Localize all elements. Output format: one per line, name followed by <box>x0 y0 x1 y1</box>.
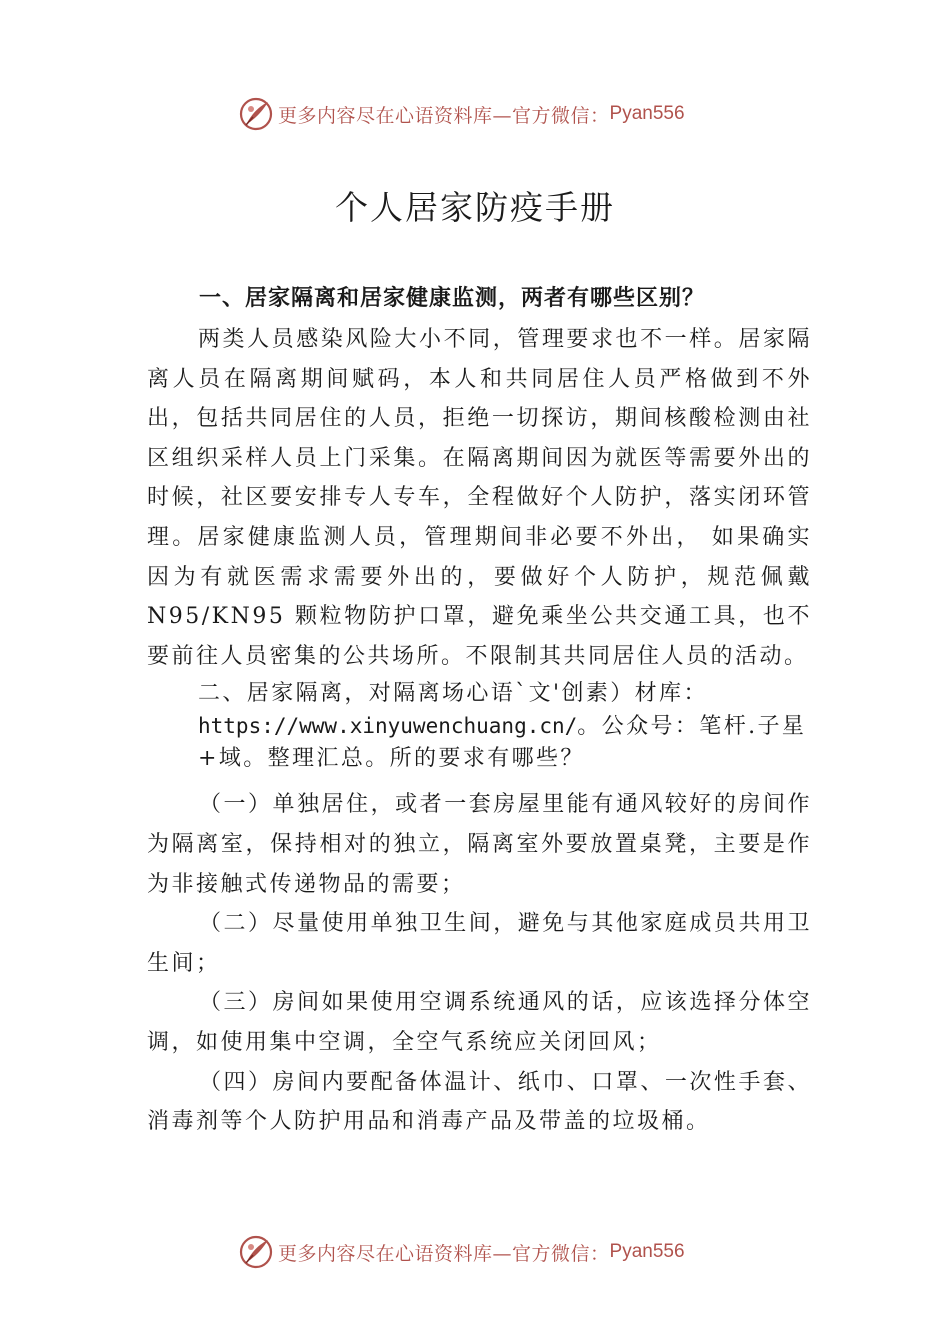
header-watermark <box>238 94 758 134</box>
watermark-wechat-id: Pyan556 <box>609 1241 685 1262</box>
page-title: 个人居家防疫手册 <box>335 188 615 227</box>
section-1-heading: 一、居家隔离和居家健康监测，两者有哪些区别？ <box>199 286 706 311</box>
section-2-url: https://www.xinyuwenchuang.cn/ <box>198 714 578 739</box>
list-item: （三）房间如果使用空调系统通风的话，应该选择分体空调，如使用集中空调，全空气系统应关闭回风； <box>147 990 812 1055</box>
feather-logo-icon <box>238 96 274 132</box>
footer-watermark <box>238 1232 758 1272</box>
section-2-heading-part-b: 。公众号：笔杆.子星+域。整理汇总。所的要求有哪些？ <box>198 714 807 772</box>
section-2-heading <box>147 678 812 775</box>
section-1-body: 两类人员感染风险大小不同，管理要求也不一样。居家隔离人员在隔离期间赋码，本人和共同居住人员严格做到不外出，包括共同居住的人员，拒绝一切探访，期间核酸检测由社区组织采样人员上门采集。在隔离期间因为就医等需要外出的时候，社区要安排专人专车，全程做好个人防护，落实闭环管理。居家健康监测人员，管理期间非必要不外出， 如果确实因为有就医需求需要外出的，要做好个人防护，规范佩戴 N95/KN95 颗粒物防护口罩，避免乘坐公共交通工具，也不要前往人员密集的公共场所。不限制其共同居住人员的活动。 <box>147 327 812 669</box>
watermark-wechat-id: Pyan556 <box>609 103 685 124</box>
watermark-text: 更多内容尽在心语资料库—官方微信： <box>278 1242 610 1265</box>
watermark-text: 更多内容尽在心语资料库—官方微信： <box>278 104 610 127</box>
document-body <box>147 280 812 1142</box>
section-2-heading-part-a: 二、居家隔离，对隔离场心语`文'创素）材库： <box>198 681 708 707</box>
list-item: （二）尽量使用单独卫生间，避免与其他家庭成员共用卫生间； <box>147 911 812 976</box>
list-item: （一）单独居住，或者一套房屋里能有通风较好的房间作为隔离室，保持相对的独立，隔离室外要放置桌凳，主要是作为非接触式传递物品的需要； <box>147 792 812 897</box>
list-item: （四）房间内要配备体温计、纸巾、口罩、一次性手套、消毒剂等个人防护用品和消毒产品及带盖的垃圾桶。 <box>147 1069 812 1135</box>
feather-logo-icon <box>238 1234 274 1270</box>
